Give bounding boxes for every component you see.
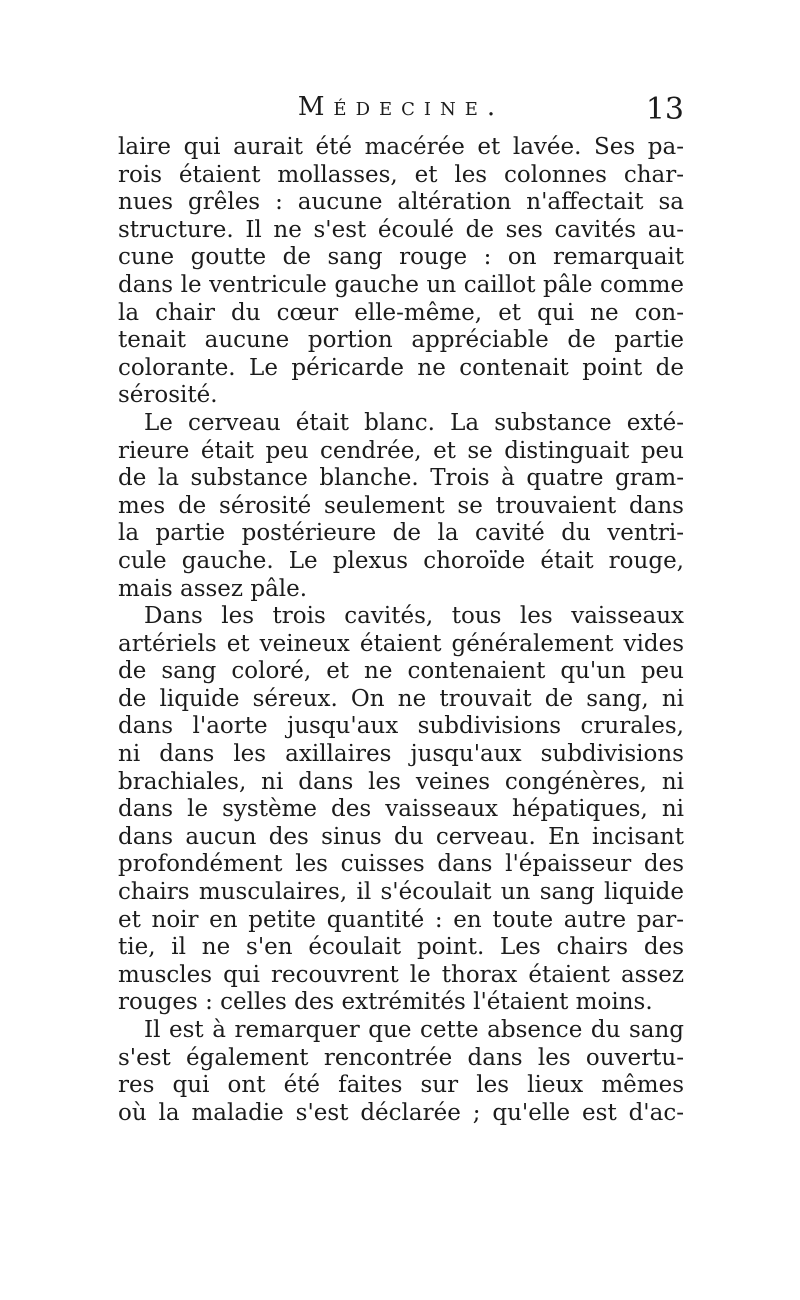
text-line: tie, il ne s'en écoulait point. Les chairs des bbox=[118, 934, 684, 961]
text-line: où la maladie s'est déclarée ; qu'elle est d'ac- bbox=[118, 1099, 684, 1126]
text-line: dans aucun des sinus du cerveau. En incisant bbox=[118, 823, 684, 850]
text-line: muscles qui recouvrent le thorax étaient assez bbox=[118, 961, 684, 988]
text-line: artériels et veineux étaient généralement vides bbox=[118, 630, 684, 657]
text-line: mes de sérosité seulement se trouvaient dans bbox=[118, 492, 684, 519]
text-line: de la substance blanche. Trois à quatre gram- bbox=[118, 465, 684, 492]
text-line: ni dans les axillaires jusqu'aux subdivisions bbox=[118, 741, 684, 768]
text-line: chairs musculaires, il s'écoulait un sang liquide bbox=[118, 879, 684, 906]
text-line: rouges : celles des extrémités l'étaient moins. bbox=[118, 989, 653, 1016]
paragraph-start-line: Il est à remarquer que cette absence du sang bbox=[144, 1017, 684, 1043]
text-line: sérosité. bbox=[118, 382, 218, 409]
text-line: profondément les cuisses dans l'épaisseur des bbox=[118, 851, 684, 878]
running-title: Médecine. bbox=[297, 92, 505, 122]
text-line: cune goutte de sang rouge : on remarquait bbox=[118, 244, 684, 271]
text-line: cule gauche. Le plexus choroïde était rouge, bbox=[118, 547, 684, 574]
text-line: nues grêles : aucune altération n'affectait sa bbox=[118, 189, 684, 216]
text-line: res qui ont été faites sur les lieux mêmes bbox=[118, 1072, 684, 1099]
text-line: et noir en petite quantité : en toute autre par- bbox=[118, 906, 684, 933]
text-line: s'est également rencontrée dans les ouvertu- bbox=[118, 1044, 684, 1071]
body-text bbox=[118, 134, 684, 1127]
text-line: mais assez pâle. bbox=[118, 575, 308, 602]
text-line: de liquide séreux. On ne trouvait de sang, ni bbox=[118, 685, 684, 712]
text-line: structure. Il ne s'est écoulé de ses cavités au- bbox=[118, 216, 684, 243]
text-line: de sang coloré, et ne contenaient qu'un peu bbox=[118, 658, 684, 685]
text-line: dans l'aorte jusqu'aux subdivisions crurales, bbox=[118, 713, 684, 740]
page-number: 13 bbox=[645, 92, 684, 127]
text-line: dans le système des vaisseaux hépatiques, ni bbox=[118, 796, 684, 823]
paragraph-start-line: Le cerveau était blanc. La substance exté- bbox=[144, 409, 684, 436]
text-line: tenait aucune portion appréciable de partie bbox=[118, 327, 684, 354]
text-line: rieure était peu cendrée, et se distinguait peu bbox=[118, 437, 684, 464]
text-line: rois étaient mollasses, et les colonnes char- bbox=[118, 161, 684, 188]
text-line: laire qui aurait été macérée et lavée. Ses pa- bbox=[118, 134, 684, 160]
text-line: dans le ventricule gauche un caillot pâle comme bbox=[118, 271, 684, 298]
text-line: la partie postérieure de la cavité du ventri- bbox=[118, 520, 684, 547]
text-line: la chair du cœur elle-même, et qui ne con- bbox=[118, 299, 684, 326]
paragraph-start-line: Dans les trois cavités, tous les vaisseaux bbox=[144, 603, 684, 630]
text-line: colorante. Le péricarde ne contenait point de bbox=[118, 354, 684, 381]
text-line: brachiales, ni dans les veines congénères, ni bbox=[118, 768, 684, 795]
running-head bbox=[118, 92, 684, 132]
